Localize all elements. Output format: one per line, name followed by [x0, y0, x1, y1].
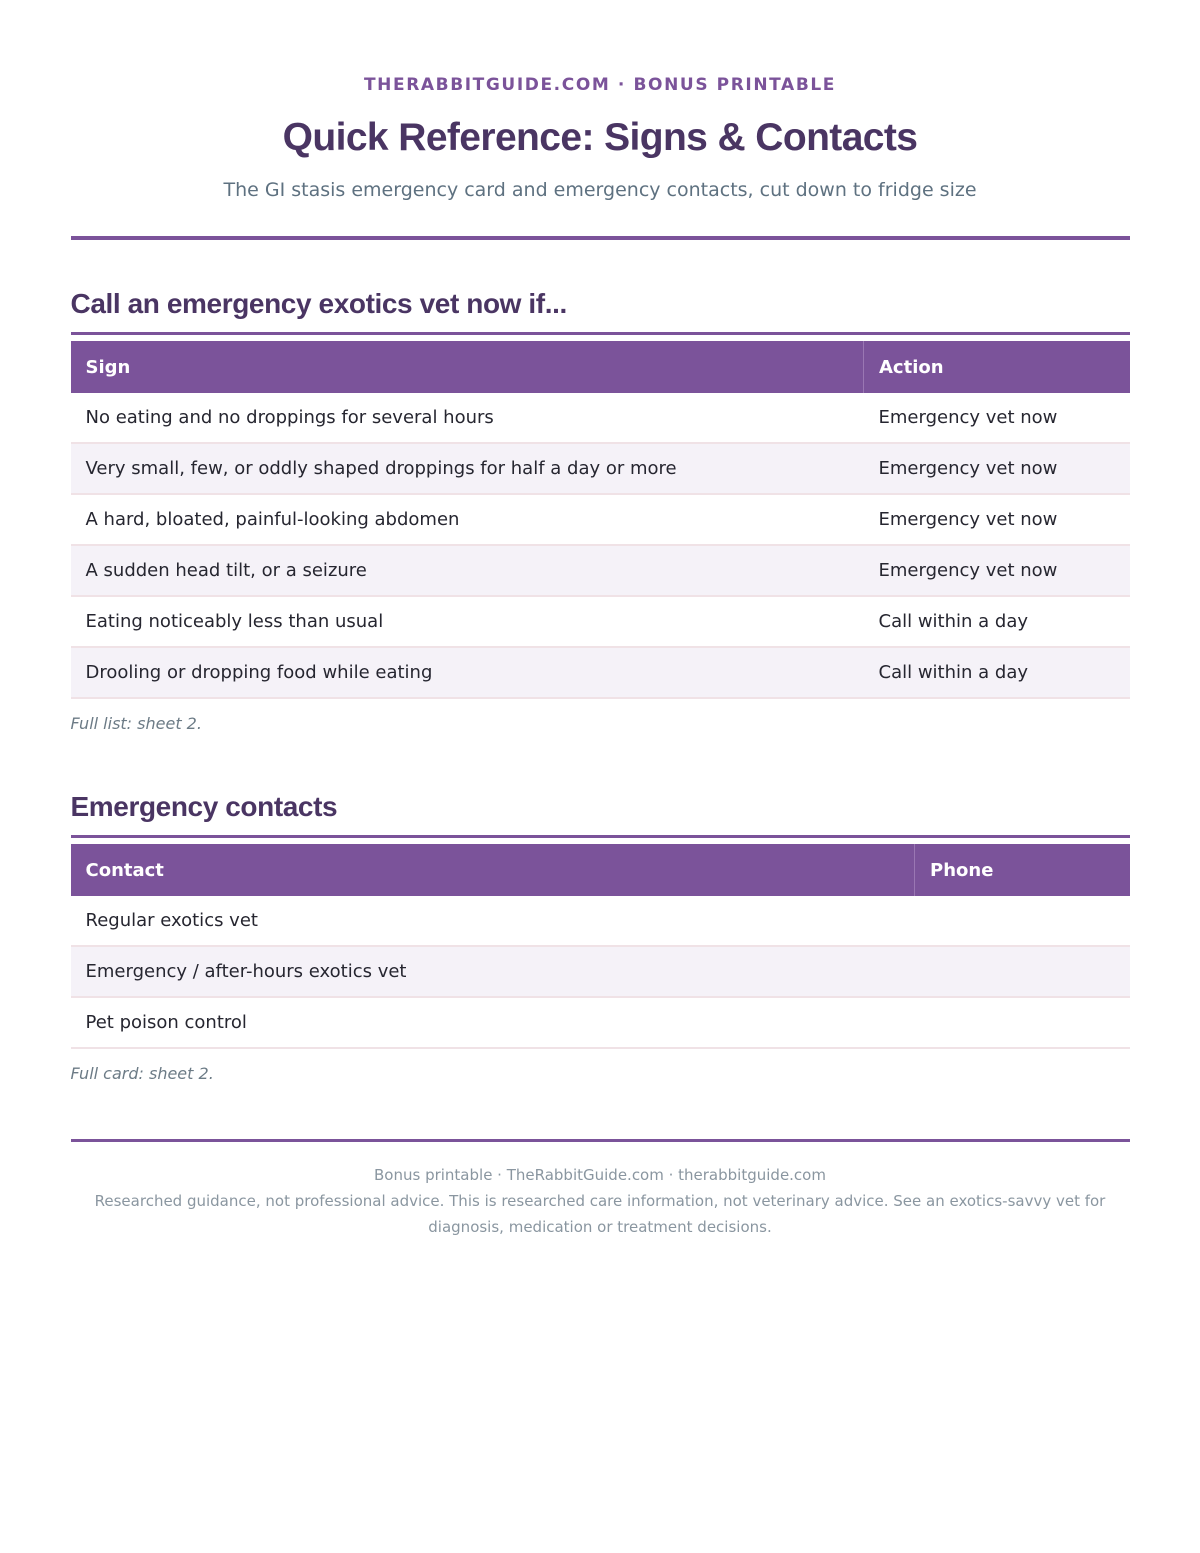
footer-line-credits: Bonus printable · TheRabbitGuide.com · therabbitguide.com	[374, 1166, 826, 1184]
printable-page	[71, 0, 1130, 1240]
table-row	[71, 596, 1130, 647]
page-title: Quick Reference: Signs & Contacts	[282, 116, 918, 159]
contacts-column-header-phone: Phone	[915, 844, 1130, 896]
table-row	[71, 443, 1130, 494]
signs-table	[71, 341, 1130, 699]
phone-cell	[915, 946, 1130, 997]
signs-section-heading: Call an emergency exotics vet now if...	[71, 286, 1130, 335]
table-row	[71, 896, 1130, 946]
signs-note: Full list: sheet 2.	[70, 714, 202, 733]
sign-cell: Very small, few, or oddly shaped droppings for half a day or more	[71, 443, 864, 494]
table-row	[71, 647, 1130, 698]
contacts-note: Full card: sheet 2.	[70, 1064, 214, 1083]
signs-column-header-sign: Sign	[71, 341, 864, 393]
action-cell: Call within a day	[864, 647, 1130, 698]
contacts-table-header-row	[71, 844, 1130, 896]
sign-cell: Drooling or dropping food while eating	[71, 647, 864, 698]
table-row	[71, 393, 1130, 443]
contacts-table	[71, 844, 1130, 1049]
sign-cell: No eating and no droppings for several hours	[71, 393, 864, 443]
site-eyebrow: THERABBITGUIDE.COM · BONUS PRINTABLE	[363, 75, 837, 95]
page-subtitle: The GI stasis emergency card and emergency contacts, cut down to fridge size	[223, 179, 977, 201]
contact-cell: Emergency / after-hours exotics vet	[71, 946, 915, 997]
phone-cell	[915, 997, 1130, 1048]
table-row	[71, 997, 1130, 1048]
header-divider	[71, 236, 1130, 240]
signs-table-header-row	[71, 341, 1130, 393]
contact-cell: Regular exotics vet	[71, 896, 915, 946]
footer-line-disclaimer: Researched guidance, not professional advice. This is researched care information, not veterinary advice. See an exotics-savvy vet for diagnosis, medication or treatment decisions.	[94, 1192, 1106, 1236]
footer-divider	[71, 1139, 1130, 1142]
sign-cell: A sudden head tilt, or a seizure	[71, 545, 864, 596]
action-cell: Call within a day	[864, 596, 1130, 647]
contact-cell: Pet poison control	[71, 997, 915, 1048]
contacts-section-heading: Emergency contacts	[71, 789, 1130, 838]
sign-cell: Eating noticeably less than usual	[71, 596, 864, 647]
contacts-column-header-contact: Contact	[71, 844, 915, 896]
phone-cell	[915, 896, 1130, 946]
table-row	[71, 946, 1130, 997]
action-cell: Emergency vet now	[864, 443, 1130, 494]
footer	[71, 1162, 1130, 1240]
signs-column-header-action: Action	[864, 341, 1130, 393]
sign-cell: A hard, bloated, painful-looking abdomen	[71, 494, 864, 545]
table-row	[71, 545, 1130, 596]
action-cell: Emergency vet now	[864, 545, 1130, 596]
table-row	[71, 494, 1130, 545]
action-cell: Emergency vet now	[864, 393, 1130, 443]
action-cell: Emergency vet now	[864, 494, 1130, 545]
